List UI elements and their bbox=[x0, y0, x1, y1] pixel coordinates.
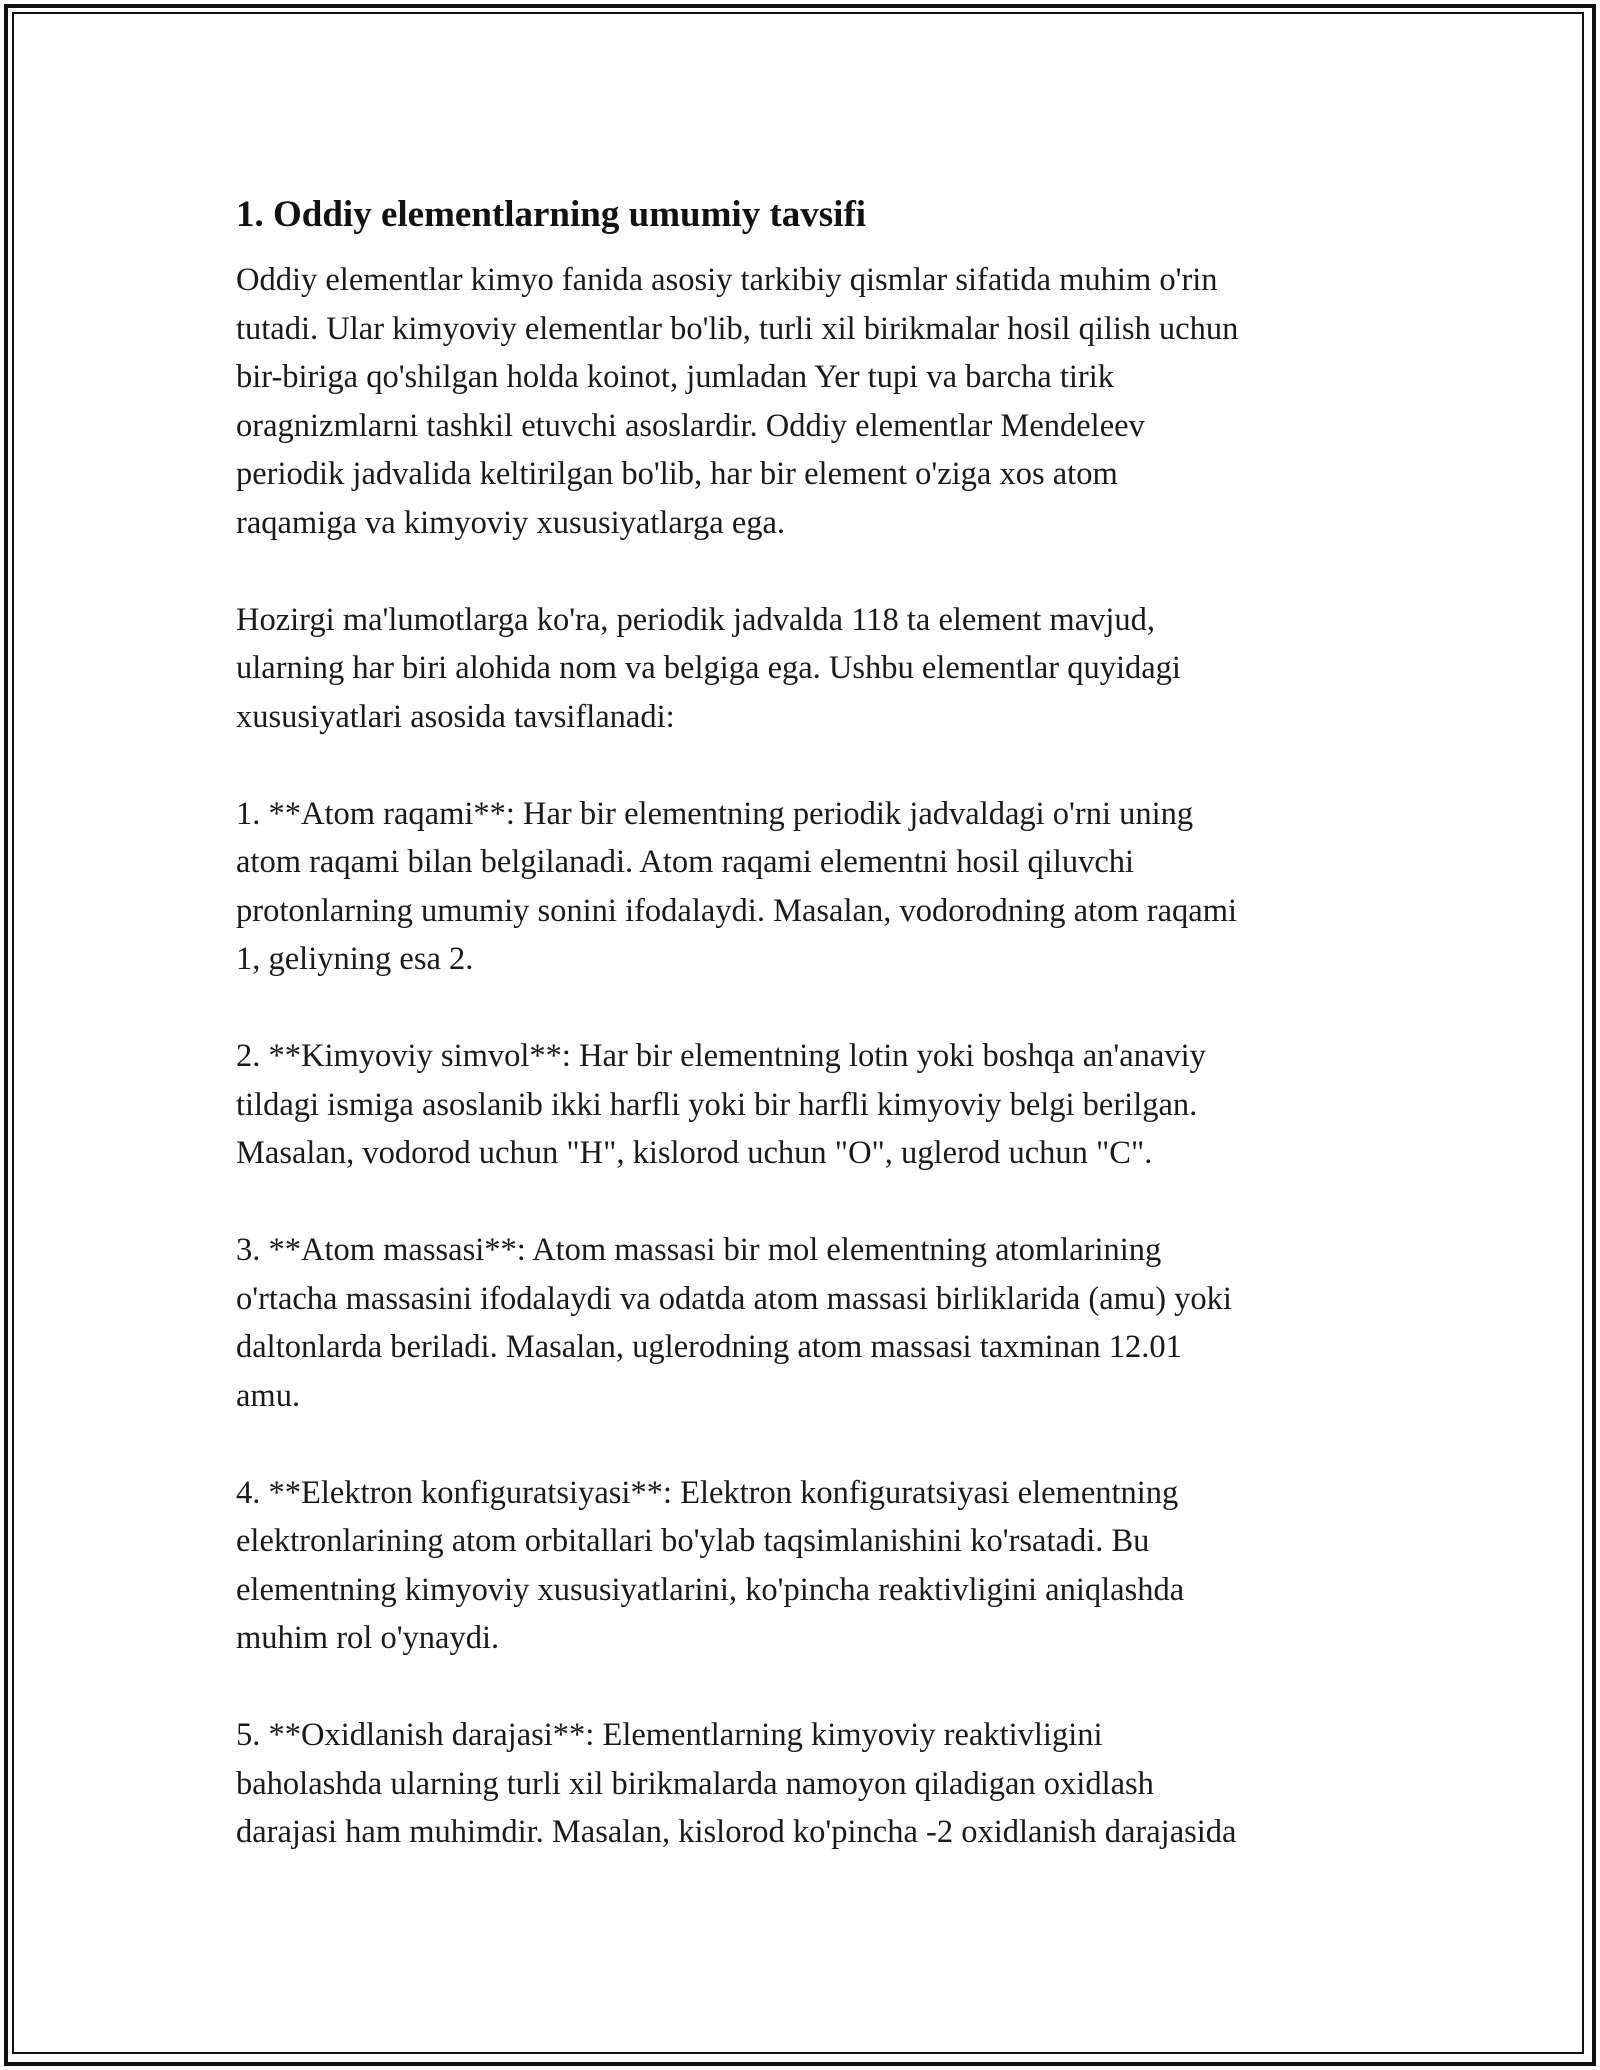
text-line: muhim rol o'ynaydi. bbox=[236, 1620, 500, 1656]
text-line: darajasi ham muhimdir. Masalan, kislorod ko'pincha -2 oxidlanish darajasida bbox=[236, 1814, 1237, 1850]
text-line: oragnizmlarni tashkil etuvchi asoslardir. Oddiy elementlar Mendeleev bbox=[236, 407, 1145, 444]
text-line: periodik jadvalida keltirilgan bo'lib, har bir element o'ziga xos atom bbox=[236, 456, 1118, 492]
list-item-oxidation-state bbox=[236, 1711, 1376, 1857]
text-line: Oddiy elementlar kimyo fanida asosiy tarkibiy qismlar sifatida muhim o'rin bbox=[236, 262, 1218, 298]
text-line: Hozirgi ma'lumotlarga ko'ra, periodik jadvalda 118 ta element mavjud, bbox=[236, 601, 1156, 638]
text-line: xususiyatlari asosida tavsiflanadi: bbox=[236, 698, 675, 735]
text-line: baholashda ularning turli xil birikmalarda namoyon qiladigan oxidlash bbox=[236, 1765, 1154, 1802]
text-line: ularning har biri alohida nom va belgiga ega. Ushbu elementlar quyidagi bbox=[236, 650, 1181, 686]
text-line: 5. **Oxidlanish darajasi**: Elementlarning kimyoviy reaktivligini bbox=[236, 1717, 1103, 1753]
text-line: atom raqami bilan belgilanadi. Atom raqami elementni hosil qiluvchi bbox=[236, 844, 1135, 880]
text-line: elektronlarining atom orbitallari bo'ylab taqsimlanishini ko'rsatadi. Bu bbox=[236, 1523, 1150, 1559]
list-item-electron-configuration bbox=[236, 1469, 1376, 1663]
document-body bbox=[236, 190, 1376, 1905]
text-line: tildagi ismiga asoslanib ikki harfli yoki bir harfli kimyoviy belgi berilgan. bbox=[236, 1086, 1198, 1123]
text-line: protonlarning umumiy sonini ifodalaydi. Masalan, vodorodning atom raqami bbox=[236, 892, 1238, 929]
text-line: amu. bbox=[236, 1377, 301, 1414]
paragraph-intro bbox=[236, 256, 1376, 547]
paragraph-element-count bbox=[236, 596, 1376, 742]
section-title: 1. Oddiy elementlarning umumiy tavsifi bbox=[236, 194, 867, 235]
list-item-atom-number bbox=[236, 790, 1376, 984]
text-line: o'rtacha massasini ifodalaydi va odatda atom massasi birliklarida (amu) yoki bbox=[236, 1280, 1232, 1317]
text-line: 1. **Atom raqami**: Har bir elementning periodik jadvaldagi o'rni uning bbox=[236, 795, 1194, 832]
text-line: daltonlarda beriladi. Masalan, uglerodning atom massasi taxminan 12.01 bbox=[236, 1329, 1182, 1365]
text-line: tutadi. Ular kimyoviy elementlar bo'lib, turli xil birikmalar hosil qilish uchun bbox=[236, 310, 1239, 347]
text-line: 2. **Kimyoviy simvol**: Har bir elementning lotin yoki boshqa an'anaviy bbox=[236, 1038, 1206, 1074]
list-item-chemical-symbol bbox=[236, 1032, 1376, 1178]
text-line: 4. **Elektron konfiguratsiyasi**: Elektron konfiguratsiyasi elementning bbox=[236, 1474, 1179, 1511]
text-line: raqamiga va kimyoviy xususiyatlarga ega. bbox=[236, 504, 786, 541]
text-line: Masalan, vodorod uchun "H", kislorod uchun "O", uglerod uchun "C". bbox=[236, 1135, 1153, 1171]
text-line: 1, geliyning esa 2. bbox=[236, 941, 474, 977]
list-item-atomic-mass bbox=[236, 1226, 1376, 1420]
text-line: 3. **Atom massasi**: Atom massasi bir mol elementning atomlarining bbox=[236, 1232, 1162, 1268]
text-line: bir-biriga qo'shilgan holda koinot, jumladan Yer tupi va barcha tirik bbox=[236, 359, 1115, 395]
text-line: elementning kimyoviy xususiyatlarini, ko'pincha reaktivligini aniqlashda bbox=[236, 1571, 1185, 1608]
